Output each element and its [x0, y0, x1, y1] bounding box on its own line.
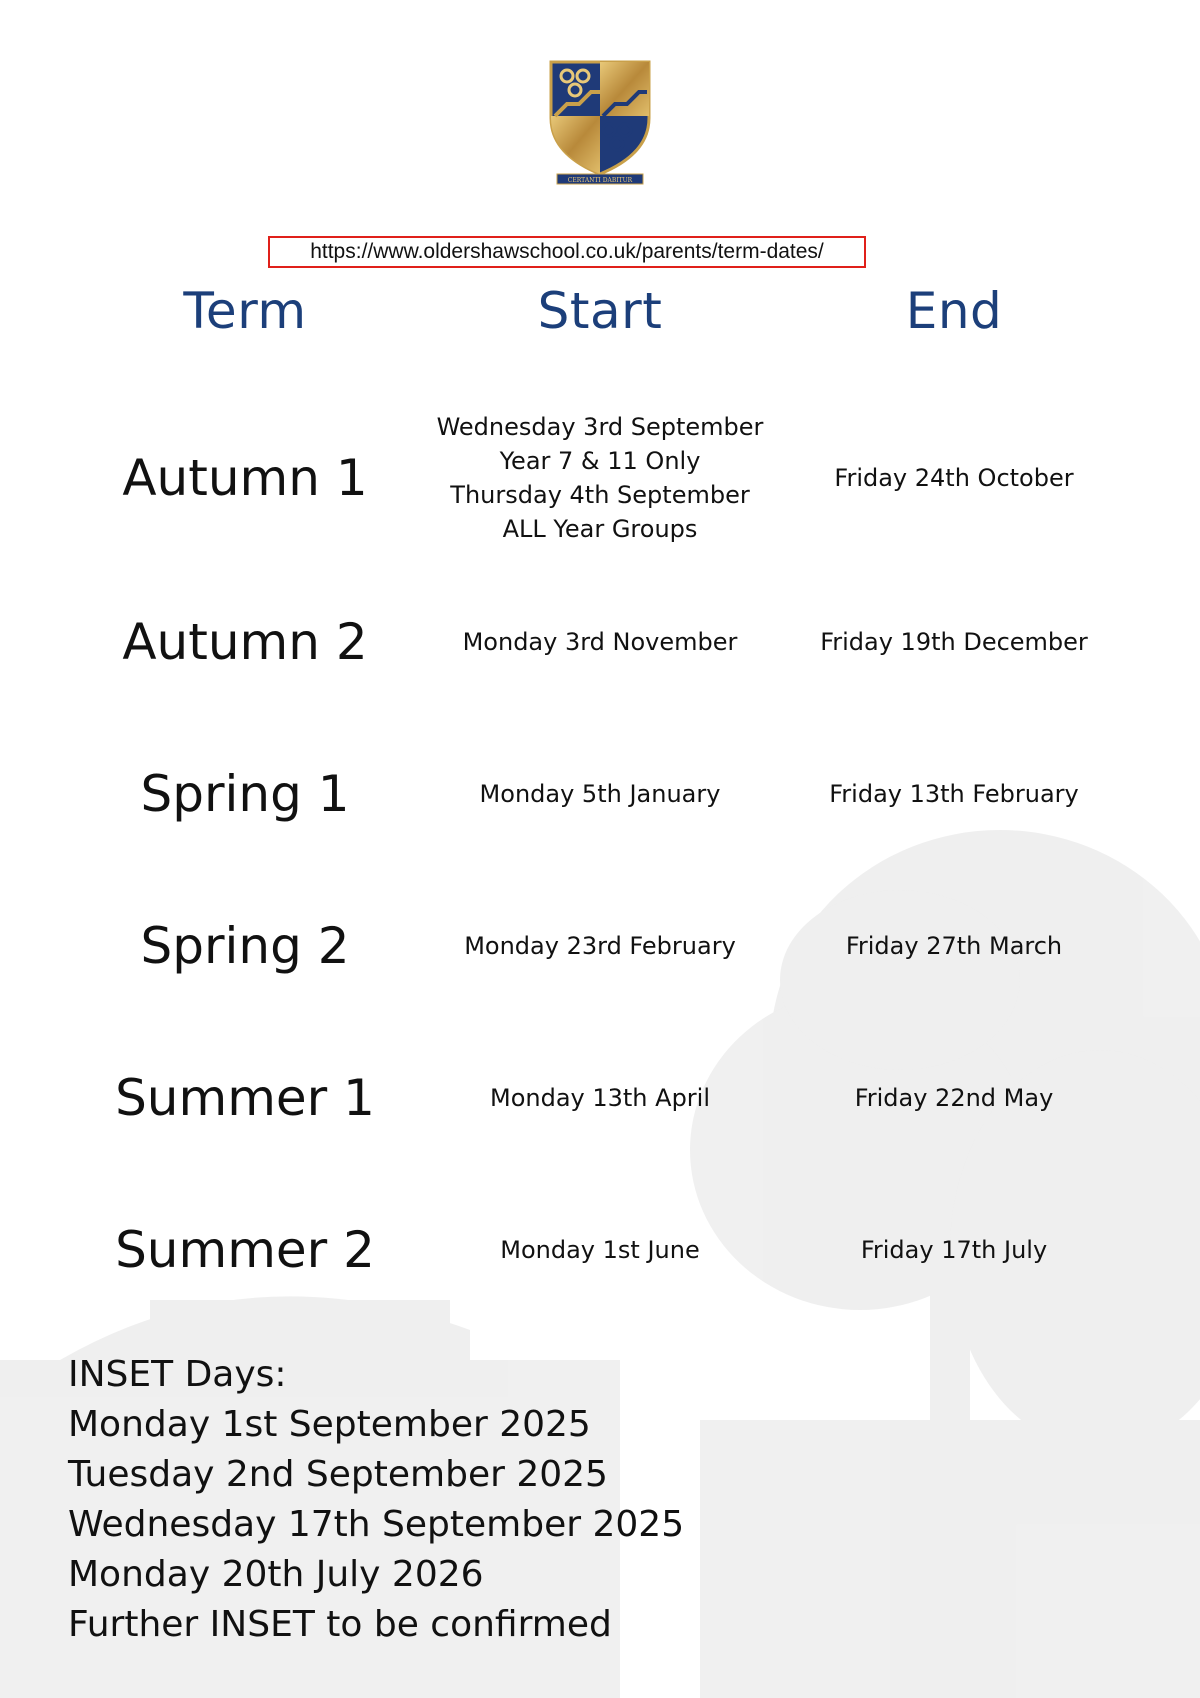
term-start: Monday 13th April [489, 1084, 711, 1112]
term-start-line: Thursday 4th September [450, 481, 750, 509]
term-name: Autumn 1 [122, 449, 368, 507]
term-end: Friday 17th July [860, 1236, 1048, 1264]
term-row [0, 1190, 1200, 1310]
inset-days-section [68, 1350, 684, 1650]
column-header-term: Term [183, 282, 307, 340]
term-row [0, 582, 1200, 702]
school-crest-logo [547, 56, 653, 186]
inset-day: Monday 20th July 2026 [68, 1554, 484, 1595]
term-start-line: ALL Year Groups [502, 515, 698, 543]
term-name: Autumn 2 [122, 613, 368, 671]
term-end: Friday 24th October [834, 464, 1074, 492]
term-start: Monday 1st June [500, 1236, 700, 1264]
term-start [420, 413, 780, 543]
term-row [0, 413, 1200, 543]
term-name: Summer 2 [115, 1221, 375, 1279]
inset-day: Tuesday 2nd September 2025 [68, 1454, 608, 1495]
term-end: Friday 22nd May [854, 1084, 1054, 1112]
term-start-line: Year 7 & 11 Only [499, 447, 701, 475]
url-link-box[interactable] [268, 236, 866, 268]
inset-day: Monday 1st September 2025 [68, 1404, 591, 1445]
term-name: Spring 1 [140, 765, 350, 823]
term-row [0, 886, 1200, 1006]
term-end: Friday 19th December [820, 628, 1088, 656]
term-row [0, 1038, 1200, 1158]
term-start-line: Wednesday 3rd September [436, 413, 764, 441]
inset-note: Further INSET to be confirmed [68, 1604, 612, 1645]
term-name: Summer 1 [115, 1069, 375, 1127]
term-start: Monday 3rd November [462, 628, 738, 656]
crest-motto: CERTANTI DABITUR [567, 177, 633, 184]
inset-title: INSET Days: [68, 1354, 287, 1395]
column-header-start: Start [537, 282, 663, 340]
term-end: Friday 13th February [829, 780, 1079, 808]
term-row [0, 734, 1200, 854]
term-end: Friday 27th March [845, 932, 1063, 960]
column-header-end: End [905, 282, 1003, 340]
inset-day: Wednesday 17th September 2025 [68, 1504, 685, 1545]
term-start: Monday 5th January [479, 780, 721, 808]
url-link[interactable]: https://www.oldershawschool.co.uk/parents/term-dates/ [310, 240, 824, 263]
term-start: Monday 23rd February [464, 932, 736, 960]
term-name: Spring 2 [140, 917, 350, 975]
